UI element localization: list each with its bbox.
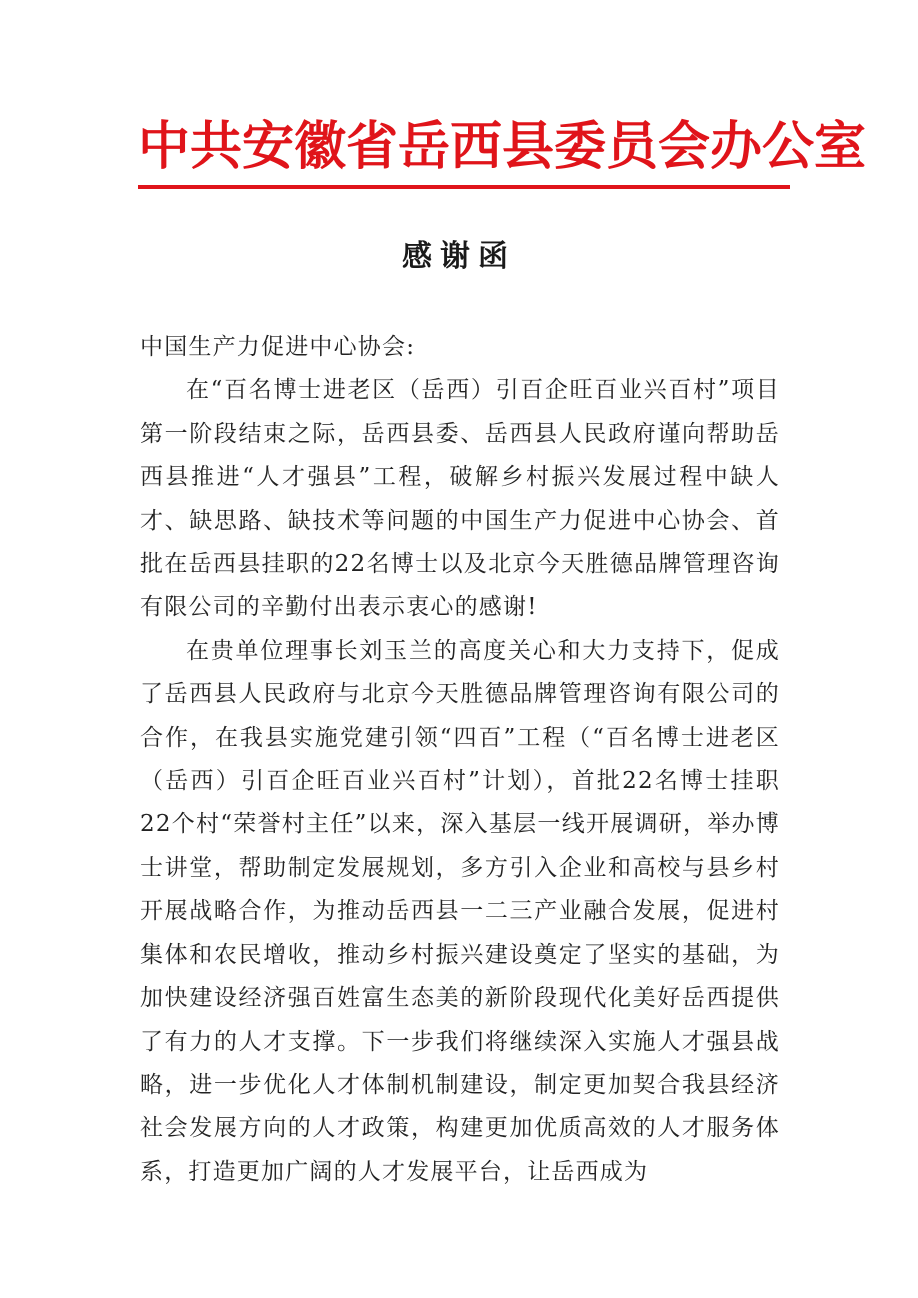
letter-body [140, 326, 780, 1194]
salutation: 中国生产力促进中心协会: [140, 334, 416, 360]
paragraph-2: 在贵单位理事长刘玉兰的高度关心和大力支持下，促成了岳西县人民政府与北京今天胜德品牌管理咨询有限公司的合作，在我县实施党建引领“四百”工程（“百名博士进老区（岳西）引百企旺百业兴百村”计划），首批22名博士挂职22个村“荣誉村主任”以来，深入基层一线开展调研，举办博士讲堂，帮助制定发展规划，多方引入企业和高校与县乡村开展战略合作，为推动岳西县一二三产业融合发展，促进村集体和农民增收，推动乡村振兴建设奠定了坚实的基础，为加快建设经济强百姓富生态美的新阶段现代化美好岳西提供了有力的人才支撑。下一步我们将继续深入实施人才强县战略，进一步优化人才体制机制建设，制定更加契合我县经济社会发展方向的人才政策，构建更加优质高效的人才服务体系，打造更加广阔的人才发展平台，让岳西成为 [140, 637, 780, 1185]
letterhead-red-rule [138, 185, 790, 189]
document-title: 感谢函 [402, 239, 516, 274]
paragraph-1: 在“百名博士进老区（岳西）引百企旺百业兴百村”项目第一阶段结束之际，岳西县委、岳西县人民政府谨向帮助岳西县推进“人才强县”工程，破解乡村振兴发展过程中缺人才、缺思路、缺技术等问题的中国生产力促进中心协会、首批在岳西县挂职的22名博士以及北京今天胜德品牌管理咨询有限公司的辛勤付出表示衷心的感谢! [140, 377, 780, 621]
letterhead-title: 中共安徽省岳西县委员会办公室 [138, 116, 867, 177]
